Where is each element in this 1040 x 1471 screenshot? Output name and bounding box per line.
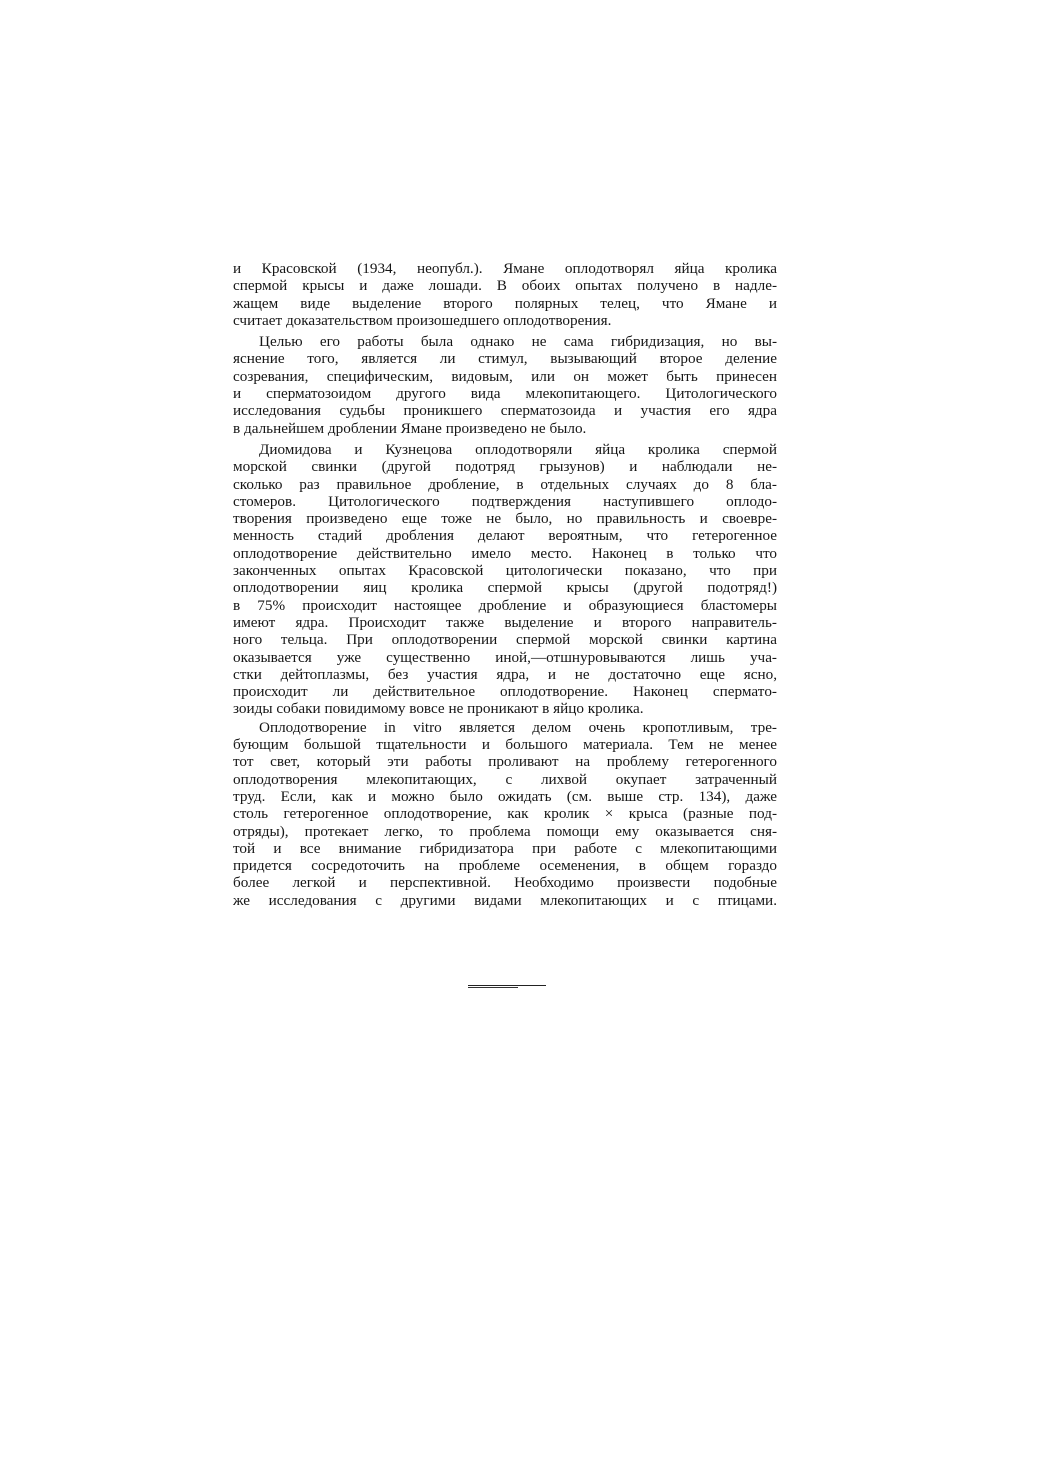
text-line: и сперматозоидом другого вида млекопитающего. Цитологического [233, 385, 777, 403]
text-line: оплодотворение действительно имело место. Наконец в только что [233, 544, 777, 562]
paragraph-4 [233, 719, 777, 909]
text-line: труд. Если, как и можно было ожидать (см. выше стр. 134), даже [233, 787, 777, 805]
text-line: сколько раз правильное дробление, в отдельных случаях до 8 бла- [233, 475, 777, 493]
text-line: законченных опытах Красовской цитологически показано, что при [233, 562, 777, 580]
text-line: отряды), протекает легко, то проблема помощи ему оказывается сня- [233, 822, 777, 840]
paragraph-2 [233, 333, 777, 437]
section-end-rule [468, 985, 546, 986]
text-line: оплодотворении яиц кролика спермой крысы (другой подотряд!) [233, 579, 777, 597]
text-line: более легкой и перспективной. Необходимо произвести подобные [233, 874, 777, 892]
text-line: и Красовской (1934, неопубл.). Ямане оплодотворял яйца кролика [233, 260, 777, 277]
text-line: в дальнейшем дроблении Ямане произведено не было. [233, 419, 587, 437]
text-line: менность стадий дробления делают вероятным, что гетерогенное [233, 527, 777, 545]
text-line: же исследования с другими видами млекопитающих и с птицами. [233, 891, 777, 909]
section-end-rule-shadow [468, 987, 518, 988]
text-line: спермой крысы и даже лошади. В обоих опытах получено в надле- [233, 277, 777, 295]
text-line: имеют ядра. Происходит также выделение и второго направитель- [233, 613, 777, 631]
body-text [233, 260, 777, 909]
text-line: оказывается уже существенно иной,—отшнуровываются лишь уча- [233, 648, 777, 666]
text-line: созревания, специфическим, видовым, или он может быть принесен [233, 367, 777, 385]
text-line: жащем виде выделение второго полярных телец, что Ямане и [233, 294, 777, 312]
text-line: яснение того, является ли стимул, вызывающий второе деление [233, 350, 777, 368]
text-line: Оплодотворение in vitro является делом очень кропотливым, тре- [259, 718, 777, 736]
text-line: Целью его работы была однако не сама гибридизация, но вы- [259, 333, 777, 351]
text-line: происходит ли действительное оплодотворение. Наконец сперматo- [233, 683, 777, 701]
text-line: стомеров. Цитологического подтверждения наступившего оплодо- [233, 492, 777, 510]
text-line: ного тельца. При оплодотворении спермой морской свинки картина [233, 631, 777, 649]
text-line: Диомидова и Кузнецова оплодотворяли яйца кролика спермой [259, 440, 777, 458]
text-line: исследования судьбы проникшего сперматозоида и участия его ядра [233, 402, 777, 420]
paragraph-3 [233, 441, 777, 718]
text-line: оплодотворения млекопитающих, с лихвой окупает затраченный [233, 770, 777, 788]
text-line: в 75% происходит настоящее дробление и образующиеся бластомеры [233, 596, 777, 614]
text-line: творения произведено еще тоже не было, но правильность и своевре- [233, 510, 777, 528]
text-line: тот свет, который эти работы проливают на проблему гетерогенного [233, 753, 777, 771]
text-line: той и все внимание гибридизатора при работе с млекопитающими [233, 839, 777, 857]
text-line: бующим большой тщательности и большого материала. Тем не менее [233, 736, 777, 754]
text-line: зоиды собаки повидимому вовсе не проникают в яйцо кролика. [233, 700, 644, 718]
text-line: морской свинки (другой подотряд грызунов) и наблюдали не- [233, 458, 777, 476]
text-line: считает доказательством произошедшего оплодотворения. [233, 311, 612, 329]
text-line: придется сосредоточить на проблеме осеменения, в общем гораздо [233, 857, 777, 875]
text-line: столь гетерогенное оплодотворение, как кролик × крыса (разные под- [233, 805, 777, 823]
paragraph-1 [233, 260, 777, 329]
text-line: стки дейтоплазмы, без участия ядра, и не достаточно еще ясно, [233, 665, 777, 683]
